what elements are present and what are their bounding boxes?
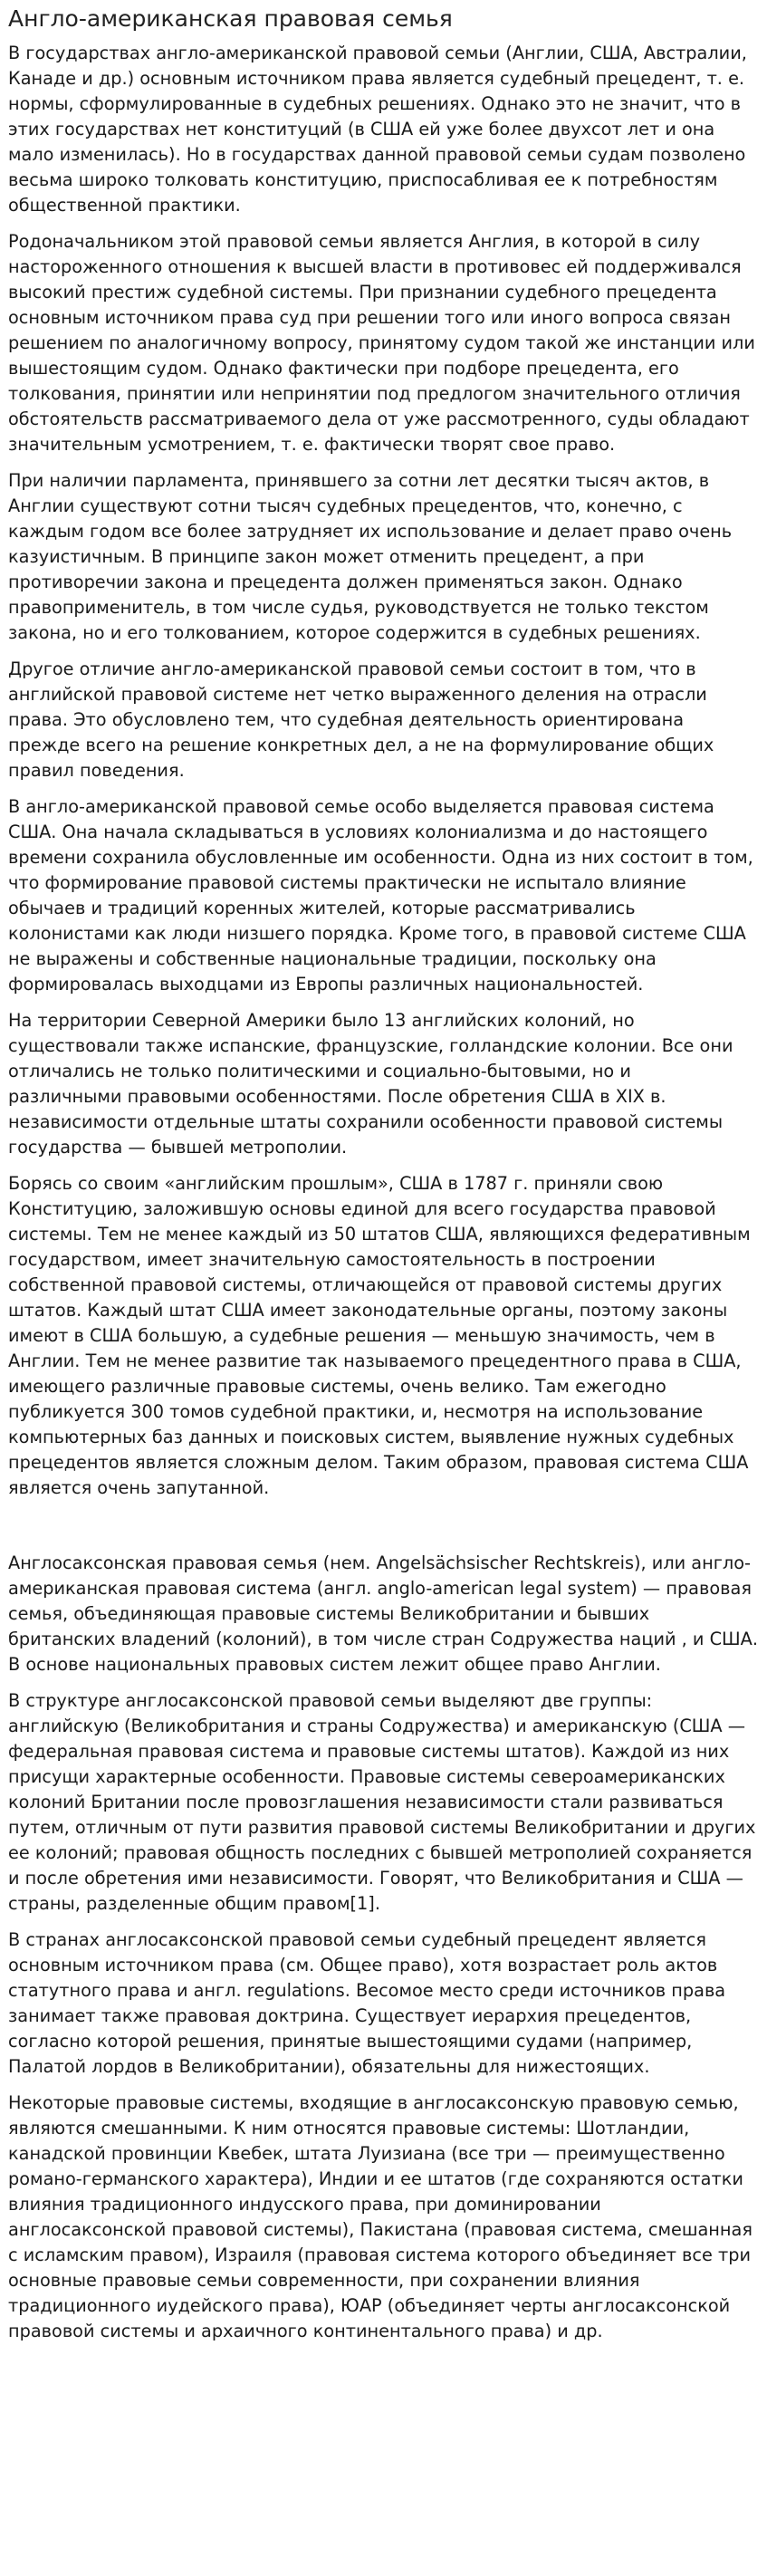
paragraph: В структуре англосаксонской правовой семьи выделяют две группы: английскую (Великобритания и страны Содружества) и американскую (США — федеральная правовая система и правовые системы штатов). Каждой из них присущи характерные особенности. Правовые системы североамериканских колоний Британии после провозглашения независимости стали развиваться путем, отличным от пути развития правовой системы Великобритании и других ее колоний; правовая общность последних с бывшей метрополией сохраняется и после обретения ими независимости. Говорят, что Великобритания и США — страны, разделенные общим правом[1]. <box>8 1690 756 1914</box>
section-spacer <box>8 1512 759 1551</box>
paragraph: На территории Северной Америки было 13 английских колоний, но существовали также испанские, французские, голландские колонии. Все они отличались не только политическими и социально-бытовыми, но и различными правовыми особенностями. После обретения США в XIX в. независимости отдельные штаты сохранили особенности правовой системы государства — бывшей метрополии. <box>8 1010 733 1158</box>
paragraph: В странах англосаксонской правовой семьи судебный прецедент является основным источником права (см. Общее право), хотя возрастает роль актов статутного права и англ. regulations. Весомое место среди источников права занимает также правовая доктрина. Существует иерархия прецедентов, согласно которой решения, принятые вышестоящими судами (например, Палатой лордов в Великобритании), обязательны для нижестоящих. <box>8 1929 726 2077</box>
paragraph: Другое отличие англо-американской правовой семьи состоит в том, что в английской правовой системе нет четко выраженного деления на отрасли права. Это обусловлено тем, что судебная деятельность ориентирована прежде всего на решение конкретных дел, а не на формулирование общих правил поведения. <box>8 658 714 781</box>
paragraph: Некоторые правовые системы, входящие в англосаксонскую правовую семью, являются смешанными. К ним относятся правовые системы: Шотландии, канадской провинции Квебек, штата Луизиана (все три — преимущественно романо-германского характера), Индии и ее штатов (где сохраняются остатки влияния традиционного индусского права, при доминировании англосаксонской правовой системы), Пакистана (правовая система, смешанная с исламским правом), Израиля (правовая система которого объединяет все три основные правовые семьи современности, при сохранении влияния традиционного иудейского права), ЮАР (объединяет черты англосаксонской правовой системы и архаичного континентального права) и др. <box>8 2092 753 2341</box>
paragraph: Англосаксонская правовая семья (нем. Angelsächsischer Rechtskreis), или англо-американская правовая система (англ. anglo-american legal system) — правовая семья, объединяющая правовые системы Великобритании и бывших британских владений (колоний), в том числе стран Содружества наций , и США. В основе национальных правовых систем лежит общее право Англии. <box>8 1552 758 1675</box>
paragraph: В англо-американской правовой семье особо выделяется правовая система США. Она начала складываться в условиях колониализма и до настоящего времени сохранила обусловленные им особенности. Одна из них состоит в том, что формирование правовой системы практически не испытало влияние обычаев и традиций коренных жителей, которые рассматривались колонистами как люди низшего порядка. Кроме того, в правовой системе США не выражены и собственные национальные традиции, поскольку она формировалась выходцами из Европы различных национальностей. <box>8 796 753 995</box>
section-anglo-american-family <box>8 41 759 1501</box>
paragraph: В государствах англо-американской правовой семьи (Англии, США, Австралии, Канаде и др.) основным источником права является судебный прецедент, т. е. нормы, сформулированные в судебных решениях. Однако это не значит, что в этих государствах нет конституций (в США ей уже более двухсот лет и она мало изменилась). Но в государствах данной правовой семьи судам позволено весьма широко толковать конституцию, приспосабливая ее к потребностям общественной практики. <box>8 43 747 216</box>
paragraph: При наличии парламента, принявшего за сотни лет десятки тысяч актов, в Англии существуют сотни тысяч судебных прецедентов, что, конечно, с каждым годом все более затрудняет их использование и делает право очень казуистичным. В принципе закон может отменить прецедент, а при противоречии закона и прецедента должен применяться закон. Однако правоприменитель, в том числе судья, руководствуется не только текстом закона, но и его толкованием, которое содержится в судебных решениях. <box>8 470 733 643</box>
page-title: Англо-американская правовая семья <box>8 5 453 32</box>
paragraph: Родоначальником этой правовой семьи является Англия, в которой в силу настороженного отношения к высшей власти в противовес ей поддерживался высокий престиж судебной системы. При признании судебного прецедента основным источником права суд при решении того или иного вопроса связан решением по аналогичному вопросу, принятому судом такой же инстанции или вышестоящим судом. Однако фактически при подборе прецедента, его толкования, принятии или непринятии под предлогом значительного отличия обстоятельств рассматриваемого дела от уже рассмотренного, суды обладают значительным усмотрением, т. е. фактически творят свое право. <box>8 231 755 455</box>
paragraph: Борясь со своим «английским прошлым», США в 1787 г. приняли свою Конституцию, заложившую основы единой для всего государства правовой системы. Тем не менее каждый из 50 штатов США, являющихся федеративным государством, имеет значительную самостоятельность в построении собственной правовой системы, отличающейся от правовой системы других штатов. Каждый штат США имеет законодательные органы, поэтому законы имеют в США большую, а судебные решения — меньшую значимость, чем в Англии. Тем не менее развитие так называемого прецедентного права в США, имеющего различные правовые системы, очень велико. Там ежегодно публикуется 300 томов судебной практики, и, несмотря на использование компьютерных баз данных и поисковых систем, выявление нужных судебных прецедентов является сложным делом. Таким образом, правовая система США является очень запутанной. <box>8 1173 751 1498</box>
section-anglo-saxon-family <box>8 1551 759 2344</box>
